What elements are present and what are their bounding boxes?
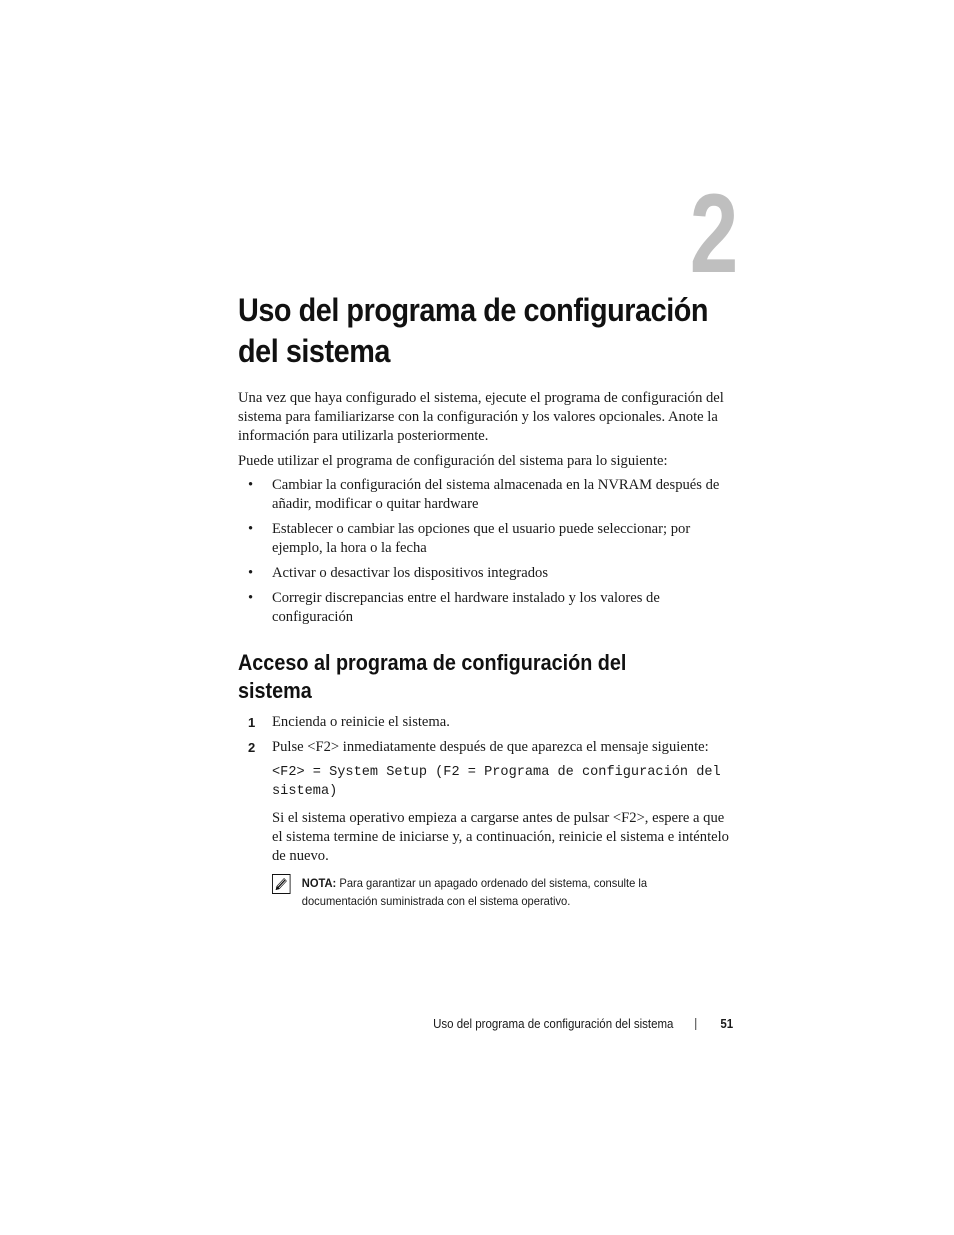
note-pencil-icon [272,874,291,894]
footer-title: Uso del programa de configuración del sistema [432,1017,674,1031]
step-text: Encienda o reinicie el sistema. [272,714,450,730]
chapter-title: Uso del programa de configuración del sistema [238,292,709,369]
lead-paragraph: Puede utilizar el programa de configuración del sistema para lo siguiente: [238,453,668,469]
section-title: Acceso al programa de configuración del sistema [238,650,627,703]
note-text: Para garantizar un apagado ordenado del sistema, consulte la documentación suministrada con el sistema operativo. [301,876,648,908]
step-number: 2 [248,740,256,755]
bullet-list [238,476,732,627]
bullet-icon: • [248,590,254,606]
list-item: • Corregir discrepancias entre el hardware instalado y los valores de configuración [248,590,660,625]
bullet-icon: • [248,521,254,537]
page-footer [433,1015,733,1033]
list-item: • Establecer o cambiar las opciones que el usuario puede seleccionar; por ejemplo, la hora o la fecha [248,521,691,556]
list-item: • Cambiar la configuración del sistema almacenada en la NVRAM después de añadir, modificar o quitar hardware [248,477,720,512]
step-text: Pulse <F2> inmediatamente después de que aparezca el mensaje siguiente: [272,739,709,755]
bullet-icon: • [248,477,254,493]
footer-divider [695,1018,696,1030]
page-content [238,290,732,910]
bullet-icon: • [248,565,254,581]
intro-paragraph: Una vez que haya configurado el sistema, ejecute el programa de configuración del sistema para familiarizarse con la configuración y los valores opcionales. Anote la información para utilizarla posteriormente. [238,390,724,444]
step-item [238,713,732,732]
list-item: • Activar o desactivar los dispositivos integrados [248,565,549,581]
after-code-paragraph: Si el sistema operativo empieza a cargarse antes de pulsar <F2>, espere a que el sistema termine de iniciarse y, a continuación, reinicie el sistema e inténtelo de nuevo. [272,810,729,864]
step-item [238,738,732,757]
steps-list [238,713,732,757]
code-message: <F2> = System Setup (F2 = Programa de configuración del sistema) [272,765,721,799]
chapter-number: 2 [689,171,738,296]
page-number: 51 [720,1017,733,1031]
note-box [272,874,692,910]
step-number: 1 [248,715,256,730]
note-label: NOTA: [301,876,337,890]
